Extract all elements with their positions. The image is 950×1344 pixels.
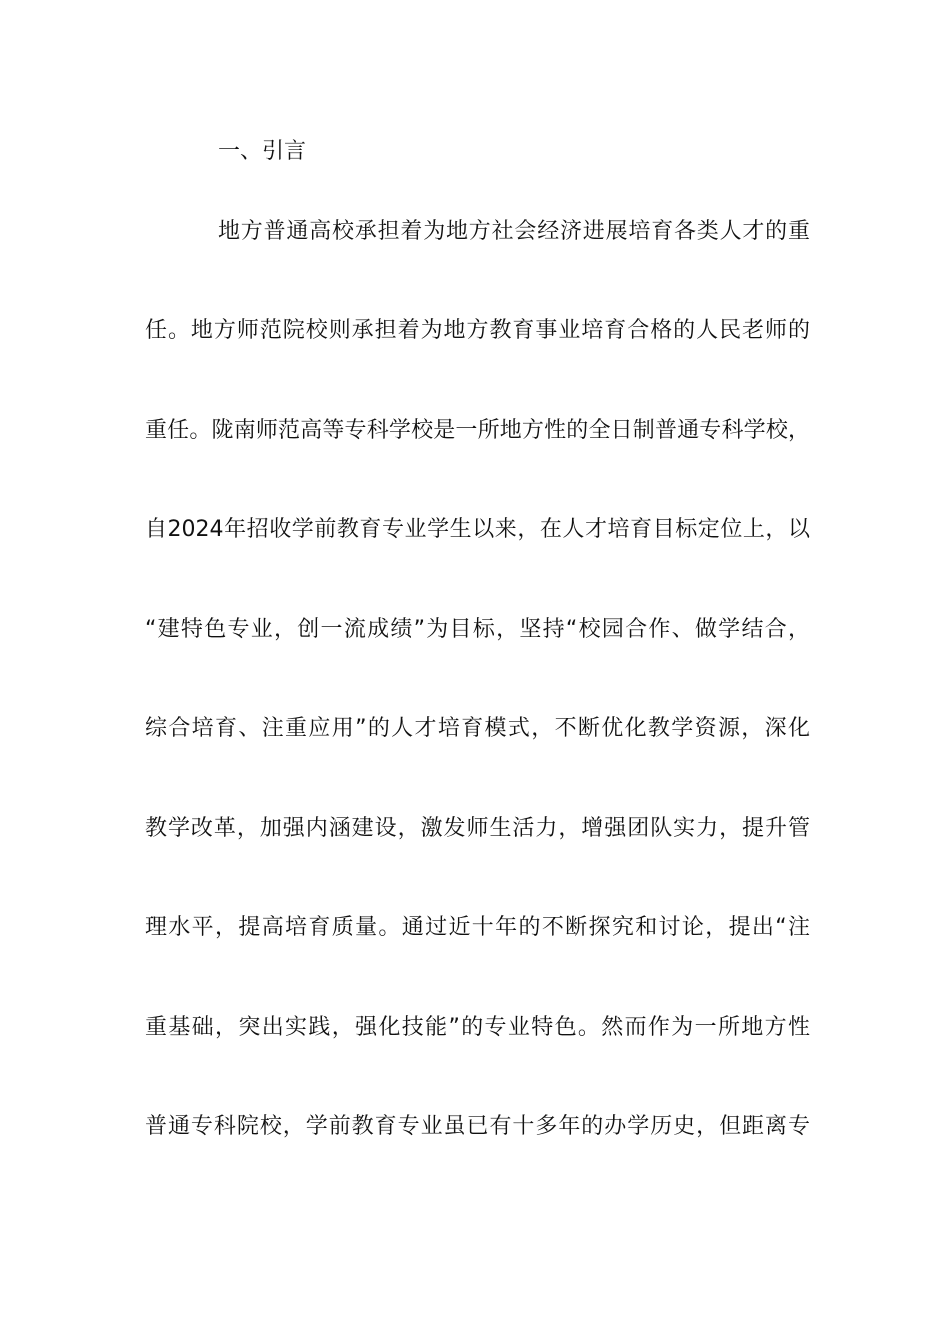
paragraph-line: 教学改革，加强内涵建设，激发师生活力，增强团队实力，提升管 bbox=[145, 816, 810, 841]
paragraph-line: 综合培育、注重应用”的人才培育模式，不断优化教学资源，深化 bbox=[145, 716, 810, 741]
paragraph-line: 任。地方师范院校则承担着为地方教育事业培育合格的人民老师的 bbox=[145, 318, 810, 343]
paragraph-line: “建特色专业，创一流成绩”为目标，坚持“校园合作、做学结合， bbox=[145, 617, 810, 642]
paragraph-line: 重任。陇南师范高等专科学校是一所地方性的全日制普通专科学校， bbox=[145, 418, 810, 443]
paragraph-line: 重基础，突出实践，强化技能”的专业特色。然而作为一所地方性 bbox=[145, 1015, 810, 1040]
paragraph-line: 普通专科院校，学前教育专业虽已有十多年的办学历史，但距离专 bbox=[145, 1114, 810, 1139]
section-heading: 一、引言 bbox=[218, 139, 307, 164]
paragraph-line: 理水平，提高培育质量。通过近十年的不断探究和讨论，提出“注 bbox=[145, 915, 810, 940]
paragraph-line: 地方普通高校承担着为地方社会经济进展培育各类人才的重 bbox=[218, 219, 810, 244]
paragraph-line: 自2024年招收学前教育专业学生以来，在人才培育目标定位上，以 bbox=[145, 517, 810, 542]
